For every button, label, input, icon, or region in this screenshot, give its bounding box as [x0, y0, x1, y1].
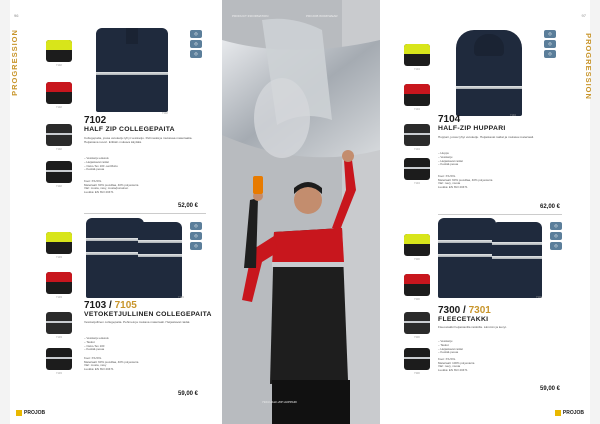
cert-icon: ◎: [544, 50, 556, 58]
product-specs: [438, 358, 562, 373]
product-thumbnail[interactable]: [46, 161, 72, 183]
feature-item: – Heijastavat raidat: [438, 158, 463, 163]
feature-item: – Heijastavat raidat: [438, 346, 463, 351]
certification-icons: [190, 30, 202, 60]
logo-text: PROJOB: [24, 410, 46, 416]
product-price: 59,00 €: [540, 386, 561, 392]
spec-line: Koot: XS-5XL: [84, 179, 102, 183]
thumbnail-caption: 7102: [56, 64, 62, 67]
product-code: 7102: [84, 115, 107, 126]
certification-icons: [190, 222, 202, 252]
logo-text: PROJOB: [562, 410, 584, 416]
cert-icon: ◎: [190, 40, 202, 48]
feature-item: – Vetoketju: [438, 154, 453, 159]
thumbnail-caption: 7103: [56, 336, 62, 339]
thumbnail-caption: 7300: [414, 298, 420, 301]
cert-icon: ◎: [550, 232, 562, 240]
product-specs: [84, 357, 204, 372]
spec-line: Materiaali: 100% polyesteria: [438, 360, 475, 365]
feature-item: – Kestää pesua: [438, 350, 459, 355]
spec-line: Väri: navy, musta: [438, 364, 461, 369]
cert-icon: ◎: [544, 40, 556, 48]
spec-line: Luokka: EN ISO 20471: [438, 185, 468, 190]
thumbnail-caption: 7300: [414, 336, 420, 339]
product-thumbnail[interactable]: [46, 312, 72, 334]
certification-icons: [544, 30, 556, 60]
product-thumbnail[interactable]: [46, 124, 72, 146]
product-thumbnail[interactable]: [404, 234, 430, 256]
product-image-7103[interactable]: [86, 218, 144, 298]
product-image-caption: 7103: [178, 296, 184, 299]
feature-item: – Oeko-Tex 100: [84, 343, 105, 348]
product-name: FLEECETAKKI: [438, 316, 489, 323]
brand-logo: [555, 410, 584, 416]
feature-item: – Kestää pesua: [84, 347, 105, 352]
product-specs: [438, 175, 562, 190]
feature-item: – Taskut: [84, 339, 95, 344]
feature-item: – Vetoketju edessä: [84, 156, 109, 160]
product-name: HALF ZIP COLLEGEPAITA: [84, 126, 175, 133]
product-features: [438, 152, 548, 167]
photo-caption: PRODUCT INFORMATION: [232, 14, 269, 18]
feature-item: – Huppu: [438, 151, 449, 155]
product-image-7102[interactable]: [96, 28, 168, 112]
cert-icon: ◎: [550, 242, 562, 250]
product-description: Collegepaita, jossa vetoketju lyhyt vetoketju. Pehmeää ja mukavaa materiaalia. Heijastava resori. Erittäin mukava käyttää.: [84, 136, 193, 144]
product-features: [84, 157, 194, 172]
page-number: 96: [14, 13, 19, 18]
product-price: 59,00 €: [178, 391, 199, 397]
product-image-caption: 7102: [162, 112, 168, 115]
side-label: PROGRESSION: [9, 29, 19, 96]
photo-caption: PROJOB WORKWEAR: [306, 14, 338, 18]
thumbnail-caption: 7102: [56, 148, 62, 151]
side-tab: [584, 0, 600, 424]
spec-line: Luokka: EN ISO 20471: [84, 190, 114, 195]
spec-line: Koot: XS-5XL: [438, 357, 456, 361]
product-thumbnail[interactable]: [404, 348, 430, 370]
right-page: [380, 0, 600, 424]
lifestyle-photo: [222, 0, 380, 424]
tool: [253, 176, 263, 194]
product-thumbnail[interactable]: [46, 232, 72, 254]
feature-item: – Vetoketju edessä: [84, 336, 109, 340]
product-price: 52,00 €: [178, 203, 199, 209]
product-description: Vetoketjullinen collegepaita. Pehmeä ja mukava materiaali. Heijastavat raidat.: [84, 320, 191, 324]
spec-line: Materiaali: 60% puuvillaa, 40% polyesteria: [84, 359, 139, 364]
thumbnail-caption: 7104: [414, 148, 420, 151]
product-image-7104[interactable]: [456, 30, 522, 116]
left-page: [0, 0, 222, 424]
logo-mark: [555, 410, 561, 416]
spec-line: Luokka: EN ISO 20471: [84, 367, 114, 372]
product-price: 62,00 €: [540, 204, 561, 210]
photo-credit: 7104 HALF-ZIP HUPPARI: [262, 400, 297, 404]
cert-icon: ◎: [190, 50, 202, 58]
cert-icon: ◎: [190, 232, 202, 240]
thumbnail-caption: 7103: [56, 296, 62, 299]
product-thumbnail[interactable]: [46, 82, 72, 104]
product-features: [438, 340, 548, 355]
product-thumbnail[interactable]: [404, 124, 430, 146]
divider: [84, 213, 206, 214]
spec-line: Luokka: EN ISO 20471: [438, 368, 468, 373]
side-tab: [0, 0, 19, 424]
product-image-caption: 7300: [536, 296, 542, 299]
product-image-7105[interactable]: [138, 222, 182, 298]
feature-item: – Oeko-Tex 100 -sertifioitu: [84, 163, 118, 168]
page-number: 97: [581, 13, 586, 18]
product-features: [84, 337, 194, 352]
certification-icons: [550, 222, 562, 252]
brand-logo: [16, 410, 45, 416]
product-thumbnail[interactable]: [404, 44, 430, 66]
product-image-7301[interactable]: [492, 222, 542, 298]
spec-line: Materiaali: 60% puuvillaa, 40% polyesteria: [84, 182, 139, 187]
product-specs: [84, 180, 204, 195]
spec-line: Koot: XS-5XL: [438, 174, 456, 178]
product-thumbnail[interactable]: [404, 84, 430, 106]
cert-icon: ◎: [190, 242, 202, 250]
thumbnail-caption: 7300: [414, 258, 420, 261]
cert-icon: ◎: [550, 222, 562, 230]
thumbnail-caption: 7102: [56, 106, 62, 109]
spec-line: Väri: musta, navy, musta/punainen: [84, 186, 129, 191]
product-description: Huppari, jossa lyhyt vetoketju. Heijastavat raidat ja mukava materiaali.: [438, 135, 534, 139]
thumbnail-caption: 7104: [414, 68, 420, 71]
cert-icon: ◎: [190, 222, 202, 230]
cert-icon: ◎: [544, 30, 556, 38]
thumbnail-caption: 7103: [56, 256, 62, 259]
feature-item: – Kestää pesua: [84, 167, 105, 172]
feature-item: – Vetoketju: [438, 339, 453, 343]
photo-scene: [222, 0, 380, 424]
side-label: PROGRESSION: [584, 33, 594, 100]
product-thumbnail[interactable]: [404, 312, 430, 334]
product-thumbnail[interactable]: [46, 272, 72, 294]
product-code: 7300 / 7301: [438, 305, 491, 316]
thumbnail-caption: 7102: [56, 185, 62, 188]
thumbnail-caption: 7104: [414, 108, 420, 111]
product-code: 7104: [438, 114, 461, 125]
thumbnail-caption: 7300: [414, 372, 420, 375]
product-thumbnail[interactable]: [404, 274, 430, 296]
product-description: Fleecetakki heijastavilla raidoilla. Lämmin ja kevyt.: [438, 325, 507, 329]
spec-line: Väri: musta, navy: [84, 363, 107, 368]
product-image-7300[interactable]: [438, 218, 496, 298]
product-code: 7103 / 7105: [84, 300, 137, 311]
product-thumbnail[interactable]: [404, 158, 430, 180]
divider: [438, 214, 562, 215]
product-thumbnail[interactable]: [46, 40, 72, 62]
product-name: VETOKETJULLINEN COLLEGEPAITA: [84, 311, 212, 318]
thumbnail-caption: 7103: [56, 372, 62, 375]
cert-icon: ◎: [190, 30, 202, 38]
product-name: HALF-ZIP HUPPARI: [438, 125, 506, 132]
spec-line: Koot: XS-5XL: [84, 356, 102, 360]
product-image-caption: 7104: [510, 114, 516, 117]
thumbnail-caption: 7104: [414, 182, 420, 185]
logo-mark: [16, 410, 22, 416]
feature-item: – Heijastavat raidat: [84, 159, 109, 164]
spec-line: Väri: navy, musta: [438, 181, 461, 186]
feature-item: – Kestää pesua: [438, 162, 459, 167]
feature-item: – Taskut: [438, 342, 449, 347]
product-thumbnail[interactable]: [46, 348, 72, 370]
spec-line: Materiaali: 60% puuvillaa, 40% polyesteria: [438, 177, 493, 182]
